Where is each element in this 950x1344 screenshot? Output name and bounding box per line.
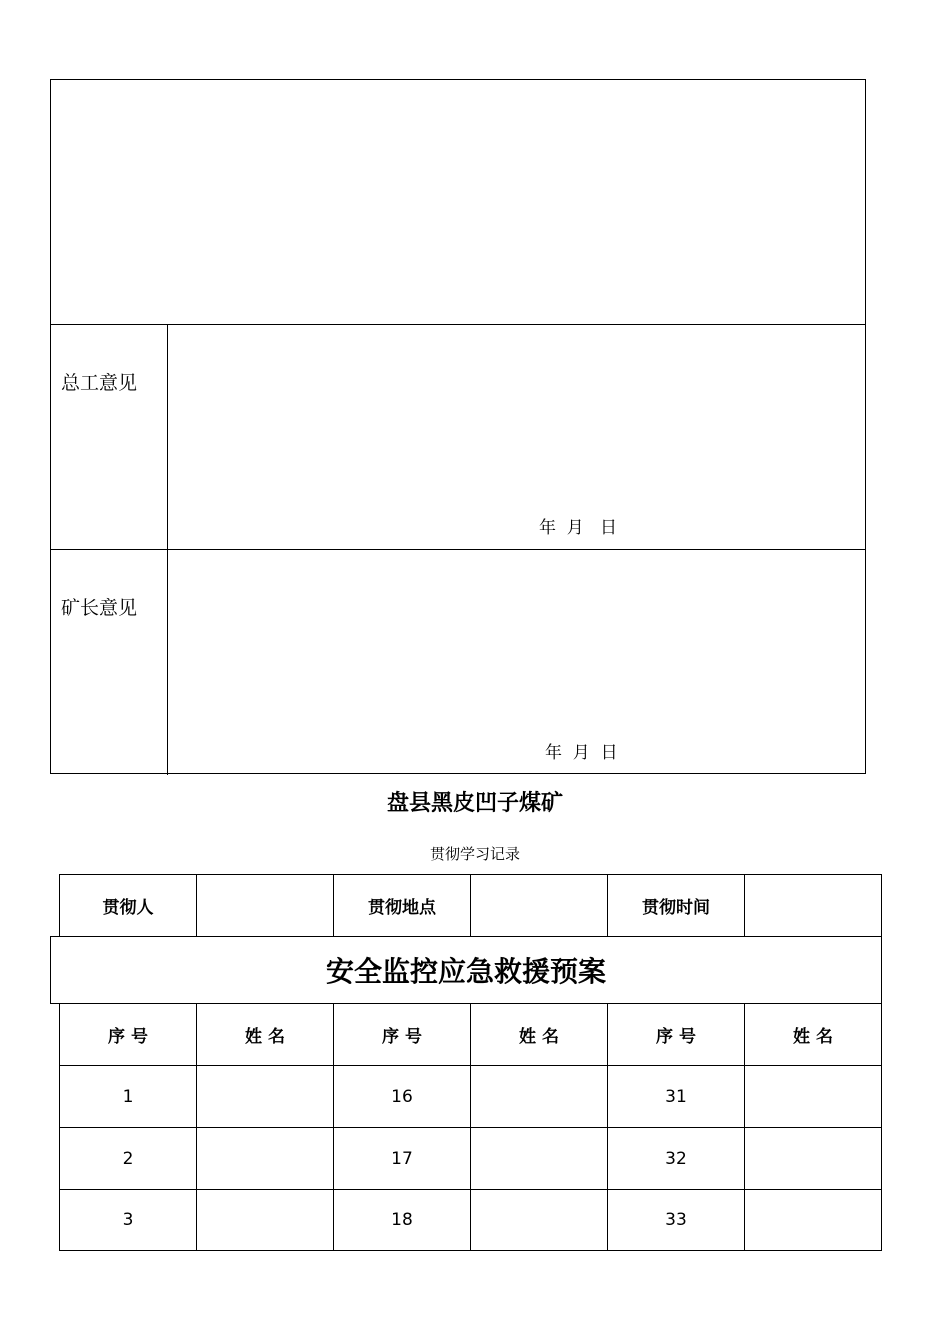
row-divider: [51, 324, 865, 325]
name-cell[interactable]: [470, 1189, 608, 1251]
col-header-name: 姓 名: [744, 1003, 882, 1066]
chief-engineer-opinion-label: 总工意见: [61, 372, 138, 394]
mine-manager-opinion-label: 矿长意见: [61, 597, 138, 619]
presenter-value-cell[interactable]: [196, 874, 334, 937]
seq-cell: 31: [607, 1065, 745, 1128]
mine-manager-date-line: 年 月 日: [545, 743, 618, 763]
name-cell[interactable]: [196, 1189, 334, 1251]
mine-name-heading: 盘县黑皮凹子煤矿: [386, 790, 563, 816]
label-column-divider: [167, 324, 168, 775]
name-cell[interactable]: [196, 1065, 334, 1128]
presenter-label-cell: 贯彻人: [59, 874, 197, 937]
location-label-cell: 贯彻地点: [333, 874, 471, 937]
record-title: 贯彻学习记录: [429, 845, 520, 863]
seq-cell: 32: [607, 1127, 745, 1190]
approval-table: [50, 79, 866, 774]
chief-engineer-date-line: 年 月 日: [539, 518, 618, 538]
row-divider: [51, 549, 865, 550]
seq-cell: 18: [333, 1189, 471, 1251]
col-header-seq: 序 号: [59, 1003, 197, 1066]
name-cell[interactable]: [744, 1189, 882, 1251]
seq-cell: 33: [607, 1189, 745, 1251]
name-cell[interactable]: [744, 1127, 882, 1190]
seq-cell: 17: [333, 1127, 471, 1190]
col-header-name: 姓 名: [470, 1003, 608, 1066]
plan-title-banner: 安全监控应急救援预案: [50, 936, 882, 1004]
name-cell[interactable]: [470, 1065, 608, 1128]
seq-cell: 1: [59, 1065, 197, 1128]
time-value-cell[interactable]: [744, 874, 882, 937]
seq-cell: 2: [59, 1127, 197, 1190]
seq-cell: 3: [59, 1189, 197, 1251]
col-header-seq: 序 号: [333, 1003, 471, 1066]
name-cell[interactable]: [196, 1127, 334, 1190]
col-header-seq: 序 号: [607, 1003, 745, 1066]
name-cell[interactable]: [744, 1065, 882, 1128]
location-value-cell[interactable]: [470, 874, 608, 937]
col-header-name: 姓 名: [196, 1003, 334, 1066]
name-cell[interactable]: [470, 1127, 608, 1190]
time-label-cell: 贯彻时间: [607, 874, 745, 937]
seq-cell: 16: [333, 1065, 471, 1128]
